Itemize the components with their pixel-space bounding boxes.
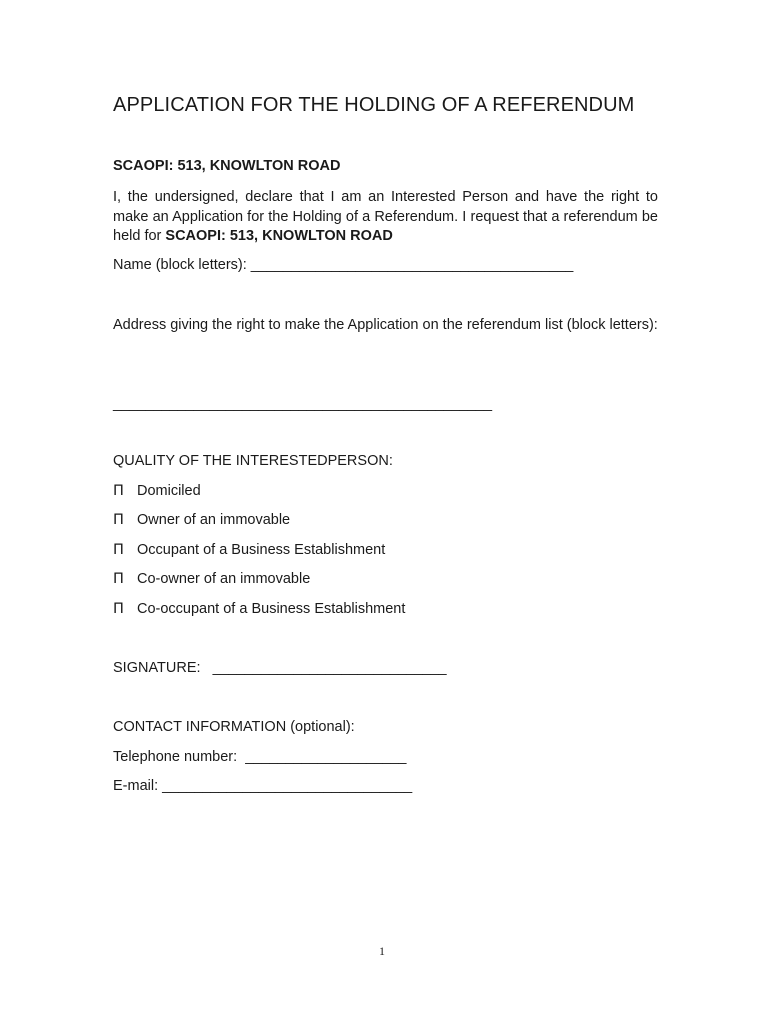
address-label: Address giving the right to make the Application on the referendum list (block letters): xyxy=(113,317,658,333)
page-number: 1 xyxy=(379,944,385,958)
document-page xyxy=(113,0,658,1024)
telephone-label: Telephone number: xyxy=(113,749,246,765)
email-field xyxy=(113,778,412,794)
option-label: Domiciled xyxy=(137,483,201,499)
option-domiciled[interactable] xyxy=(113,483,201,499)
name-blank-line[interactable]: ________________________________________ xyxy=(250,257,574,273)
checkbox-icon[interactable]: Π xyxy=(113,571,124,587)
checkbox-icon[interactable]: Π xyxy=(113,483,124,499)
option-label: Co-occupant of a Business Establishment xyxy=(137,601,406,617)
option-owner[interactable] xyxy=(113,512,290,528)
checkbox-icon[interactable]: Π xyxy=(113,601,124,617)
email-blank-line[interactable]: _______________________________ xyxy=(162,778,413,794)
document-subtitle: SCAOPI: 513, KNOWLTON ROAD xyxy=(113,158,341,174)
option-label: Co-owner of an immovable xyxy=(137,571,311,587)
option-label: Owner of an immovable xyxy=(137,512,291,528)
checkbox-icon[interactable]: Π xyxy=(113,512,124,528)
checkbox-icon[interactable]: Π xyxy=(113,542,124,558)
declaration-text: I, the undersigned, declare that I am an Interested Person and have the right to make an Application for the Holding of a Referendum. I request that a referendum be held for xyxy=(113,189,658,244)
option-label: Occupant of a Business Establishment xyxy=(137,542,386,558)
declaration-bold-tail: SCAOPI: 513, KNOWLTON ROAD xyxy=(165,228,393,244)
telephone-field xyxy=(113,749,407,765)
name-field xyxy=(113,257,573,273)
option-co-occupant[interactable] xyxy=(113,601,405,617)
option-co-owner[interactable] xyxy=(113,571,310,587)
address-blank-line[interactable]: _______________________________________________ xyxy=(113,396,493,412)
contact-heading: CONTACT INFORMATION (optional): xyxy=(113,719,355,735)
quality-heading: QUALITY OF THE INTERESTEDPERSON: xyxy=(113,453,393,469)
signature-field xyxy=(113,660,447,676)
signature-blank-line[interactable]: _____________________________ xyxy=(212,660,447,676)
declaration-paragraph xyxy=(113,188,658,247)
name-label: Name (block letters): xyxy=(113,257,251,273)
document-title: APPLICATION FOR THE HOLDING OF A REFERENDUM xyxy=(113,94,635,116)
email-label: E-mail: xyxy=(113,778,163,794)
signature-label: SIGNATURE: xyxy=(113,660,213,676)
option-occupant[interactable] xyxy=(113,542,385,558)
telephone-blank-line[interactable]: ____________________ xyxy=(245,749,407,765)
